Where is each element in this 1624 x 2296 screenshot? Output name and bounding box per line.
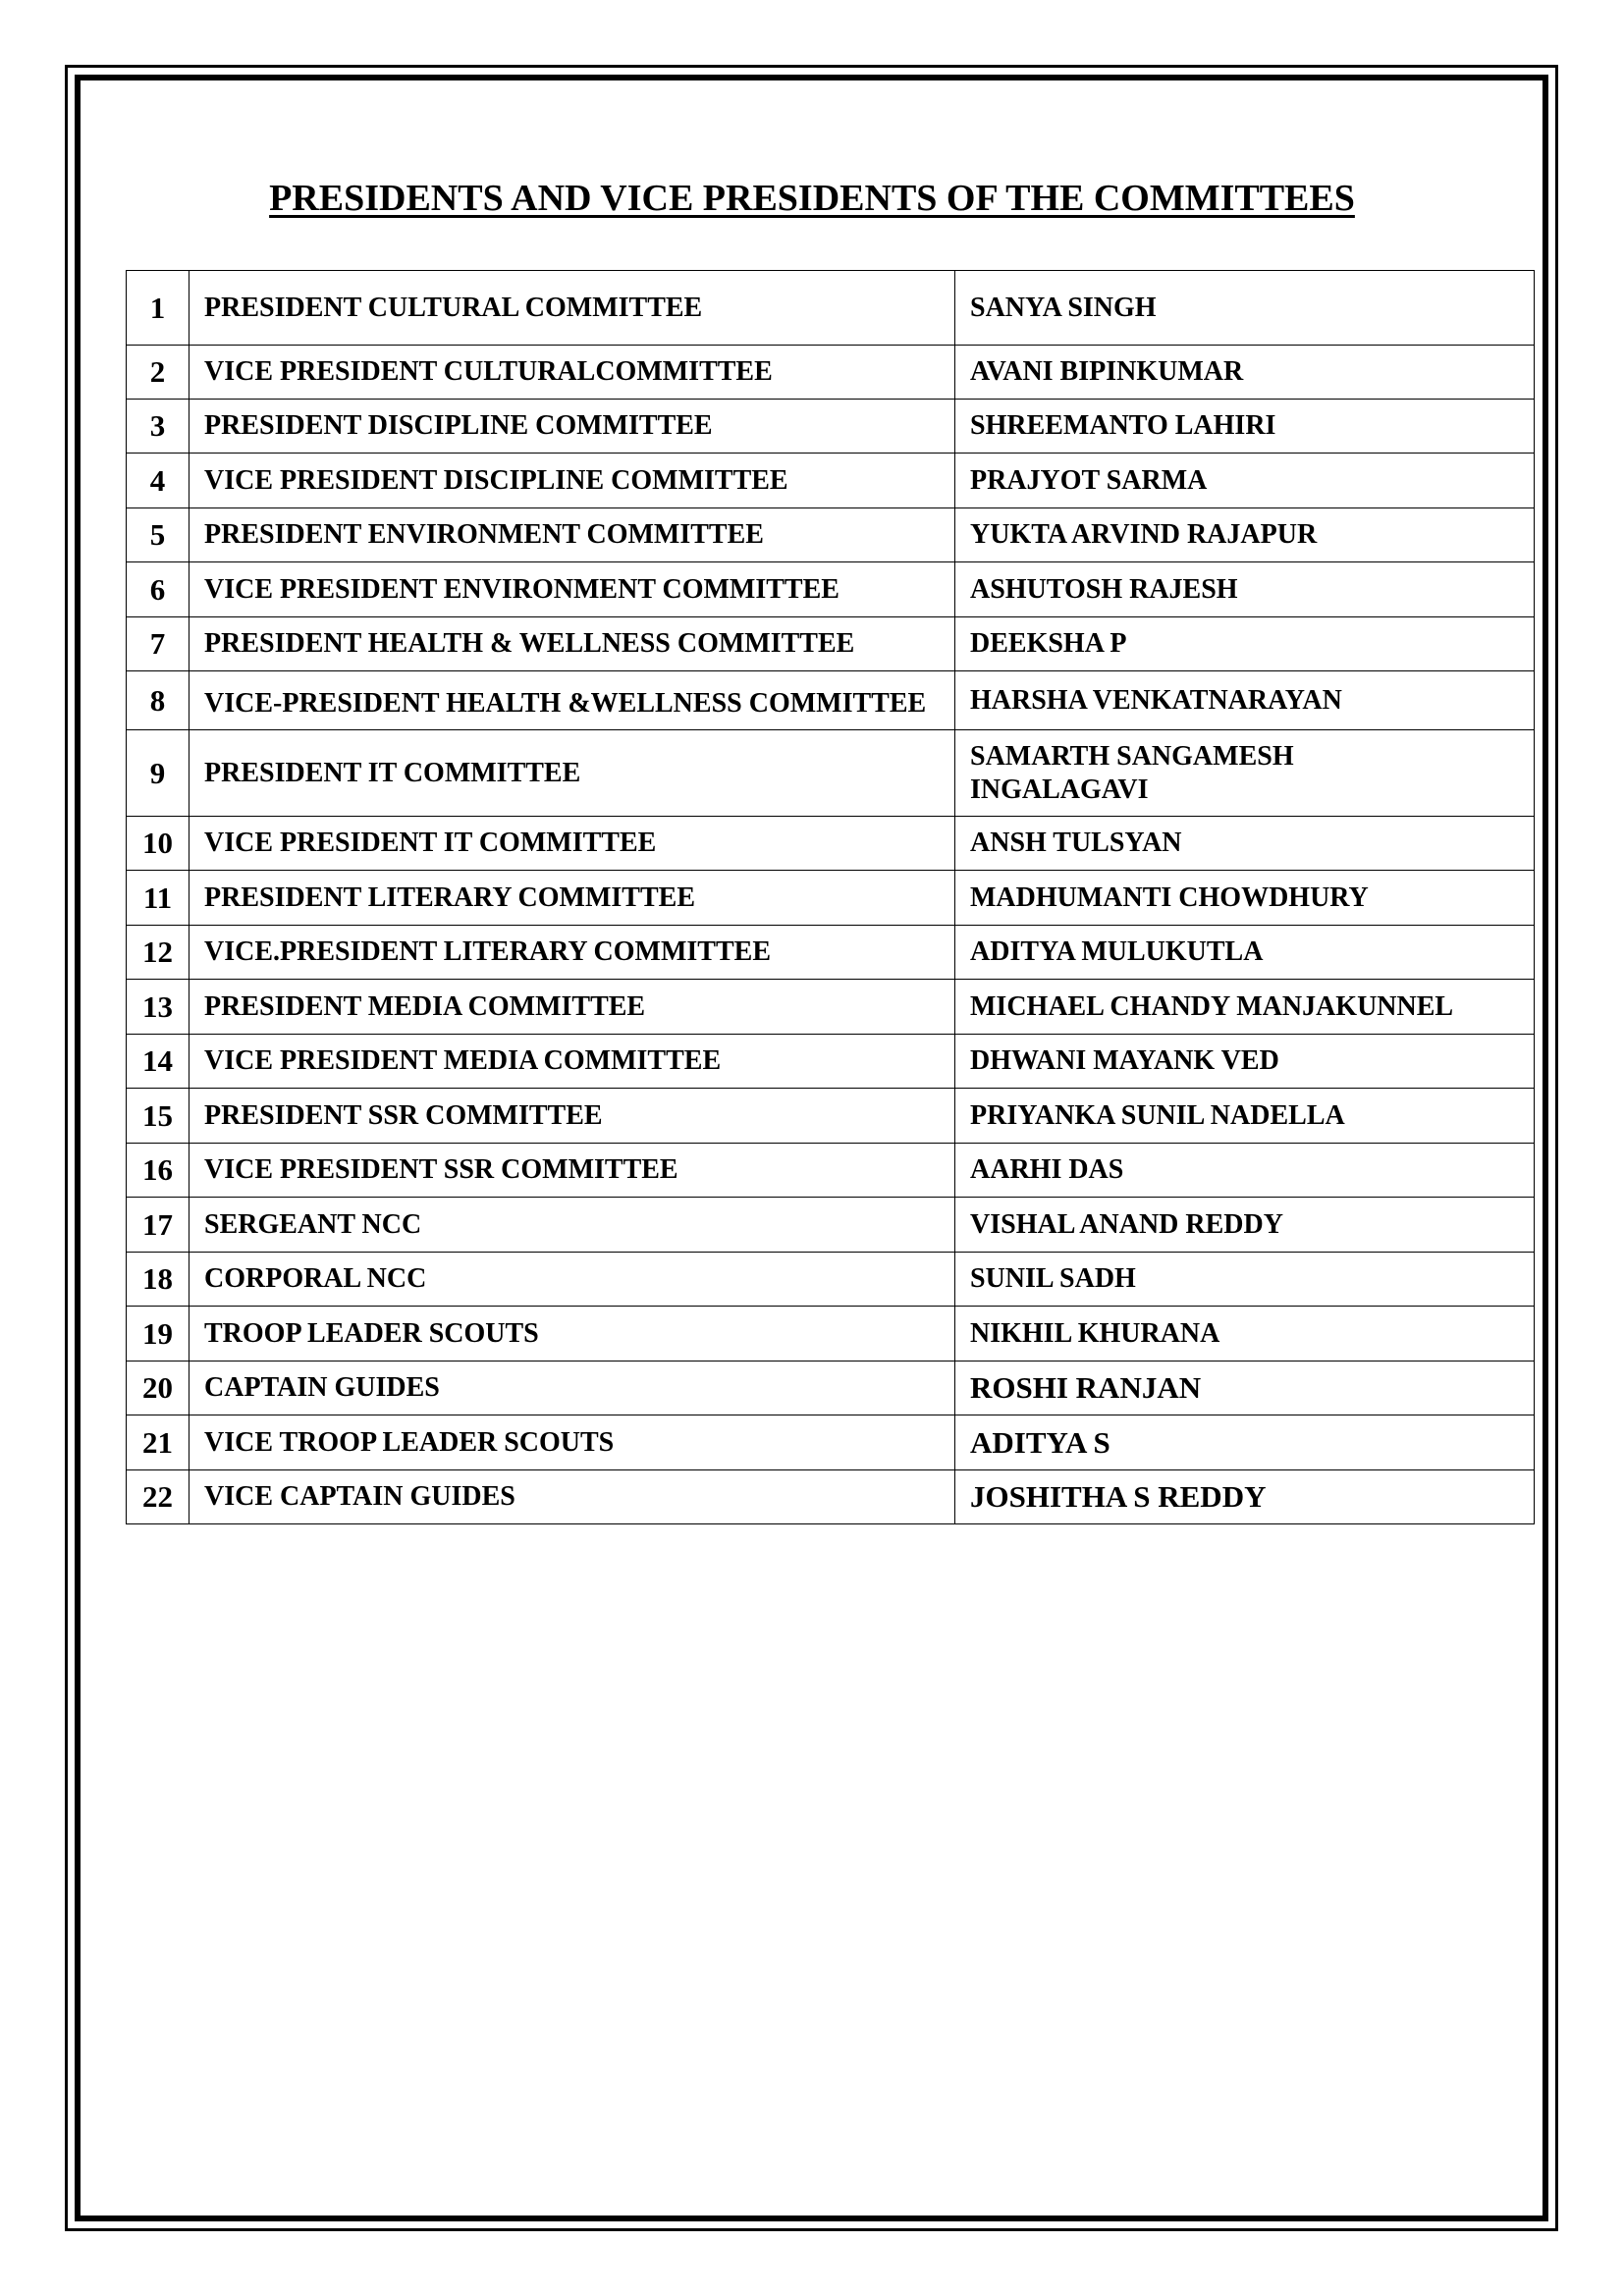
- name-cell: PRIYANKA SUNIL NADELLA: [955, 1089, 1535, 1144]
- row-number: 13: [127, 980, 189, 1035]
- table-row: [127, 1362, 1535, 1415]
- post-cell: VICE CAPTAIN GUIDES: [189, 1470, 955, 1524]
- table-row: [127, 1198, 1535, 1253]
- name-cell: ANSH TULSYAN: [955, 817, 1535, 871]
- row-number: 6: [127, 562, 189, 617]
- name-cell: VISHAL ANAND REDDY: [955, 1198, 1535, 1253]
- row-number: 15: [127, 1089, 189, 1144]
- row-number: 10: [127, 817, 189, 871]
- table-row: [127, 871, 1535, 926]
- name-cell: ADITYA MULUKUTLA: [955, 926, 1535, 980]
- name-cell: SUNIL SADH: [955, 1253, 1535, 1307]
- post-cell: PRESIDENT HEALTH & WELLNESS COMMITTEE: [189, 617, 955, 671]
- name-cell: NIKHIL KHURANA: [955, 1307, 1535, 1362]
- table-row: [127, 454, 1535, 508]
- table-row: [127, 926, 1535, 980]
- table-row: [127, 562, 1535, 617]
- table-row: [127, 1307, 1535, 1362]
- row-number: 21: [127, 1415, 189, 1470]
- name-cell: HARSHA VENKATNARAYAN: [955, 671, 1535, 730]
- table-row: [127, 508, 1535, 562]
- post-cell: PRESIDENT IT COMMITTEE: [189, 730, 955, 817]
- name-cell: ROSHI RANJAN: [955, 1362, 1535, 1415]
- page-title: PRESIDENTS AND VICE PRESIDENTS OF THE COMMITTEES: [269, 178, 1355, 219]
- post-cell: PRESIDENT CULTURAL COMMITTEE: [189, 271, 955, 346]
- post-cell: PRESIDENT LITERARY COMMITTEE: [189, 871, 955, 926]
- name-cell: YUKTA ARVIND RAJAPUR: [955, 508, 1535, 562]
- table-row: [127, 1144, 1535, 1198]
- table-row: [127, 617, 1535, 671]
- row-number: 12: [127, 926, 189, 980]
- post-cell: CORPORAL NCC: [189, 1253, 955, 1307]
- row-number: 5: [127, 508, 189, 562]
- row-number: 20: [127, 1362, 189, 1415]
- row-number: 7: [127, 617, 189, 671]
- table-row: [127, 1253, 1535, 1307]
- post-cell: PRESIDENT MEDIA COMMITTEE: [189, 980, 955, 1035]
- row-number: 14: [127, 1035, 189, 1089]
- committee-table: [126, 270, 1535, 1524]
- table-row: [127, 817, 1535, 871]
- row-number: 3: [127, 400, 189, 454]
- table-row: [127, 730, 1535, 817]
- post-cell: PRESIDENT DISCIPLINE COMMITTEE: [189, 400, 955, 454]
- post-cell: VICE PRESIDENT IT COMMITTEE: [189, 817, 955, 871]
- post-cell: VICE TROOP LEADER SCOUTS: [189, 1415, 955, 1470]
- row-number: 9: [127, 730, 189, 817]
- row-number: 2: [127, 346, 189, 400]
- post-cell: VICE PRESIDENT SSR COMMITTEE: [189, 1144, 955, 1198]
- row-number: 1: [127, 271, 189, 346]
- table-row: [127, 1470, 1535, 1524]
- post-cell: TROOP LEADER SCOUTS: [189, 1307, 955, 1362]
- row-number: 16: [127, 1144, 189, 1198]
- name-cell: PRAJYOT SARMA: [955, 454, 1535, 508]
- table-row: [127, 400, 1535, 454]
- table-row: [127, 1415, 1535, 1470]
- post-cell: VICE.PRESIDENT LITERARY COMMITTEE: [189, 926, 955, 980]
- post-cell: VICE PRESIDENT DISCIPLINE COMMITTEE: [189, 454, 955, 508]
- table-row: [127, 671, 1535, 730]
- name-cell: SAMARTH SANGAMESH INGALAGAVI: [955, 730, 1535, 817]
- name-cell: MICHAEL CHANDY MANJAKUNNEL: [955, 980, 1535, 1035]
- row-number: 11: [127, 871, 189, 926]
- post-cell: PRESIDENT SSR COMMITTEE: [189, 1089, 955, 1144]
- name-cell: AARHI DAS: [955, 1144, 1535, 1198]
- row-number: 18: [127, 1253, 189, 1307]
- row-number: 17: [127, 1198, 189, 1253]
- table-row: [127, 346, 1535, 400]
- post-cell: VICE PRESIDENT MEDIA COMMITTEE: [189, 1035, 955, 1089]
- name-cell: AVANI BIPINKUMAR: [955, 346, 1535, 400]
- row-number: 4: [127, 454, 189, 508]
- row-number: 22: [127, 1470, 189, 1524]
- post-cell: CAPTAIN GUIDES: [189, 1362, 955, 1415]
- name-cell: ADITYA S: [955, 1415, 1535, 1470]
- row-number: 19: [127, 1307, 189, 1362]
- post-cell-text: VICE-PRESIDENT HEALTH &WELLNESS COMMITTEE: [204, 687, 927, 719]
- name-cell: MADHUMANTI CHOWDHURY: [955, 871, 1535, 926]
- name-cell: SHREEMANTO LAHIRI: [955, 400, 1535, 454]
- table-row: [127, 1089, 1535, 1144]
- name-cell: ASHUTOSH RAJESH: [955, 562, 1535, 617]
- table-row: [127, 1035, 1535, 1089]
- post-cell: VICE PRESIDENT ENVIRONMENT COMMITTEE: [189, 562, 955, 617]
- name-cell: SANYA SINGH: [955, 271, 1535, 346]
- name-cell: JOSHITHA S REDDY: [955, 1470, 1535, 1524]
- post-cell: VICE PRESIDENT CULTURALCOMMITTEE: [189, 346, 955, 400]
- post-cell: SERGEANT NCC: [189, 1198, 955, 1253]
- row-number: 8: [127, 671, 189, 730]
- table-row: [127, 980, 1535, 1035]
- post-cell: [189, 671, 955, 730]
- name-cell: DEEKSHA P: [955, 617, 1535, 671]
- post-cell: PRESIDENT ENVIRONMENT COMMITTEE: [189, 508, 955, 562]
- table-row: [127, 271, 1535, 346]
- name-cell: DHWANI MAYANK VED: [955, 1035, 1535, 1089]
